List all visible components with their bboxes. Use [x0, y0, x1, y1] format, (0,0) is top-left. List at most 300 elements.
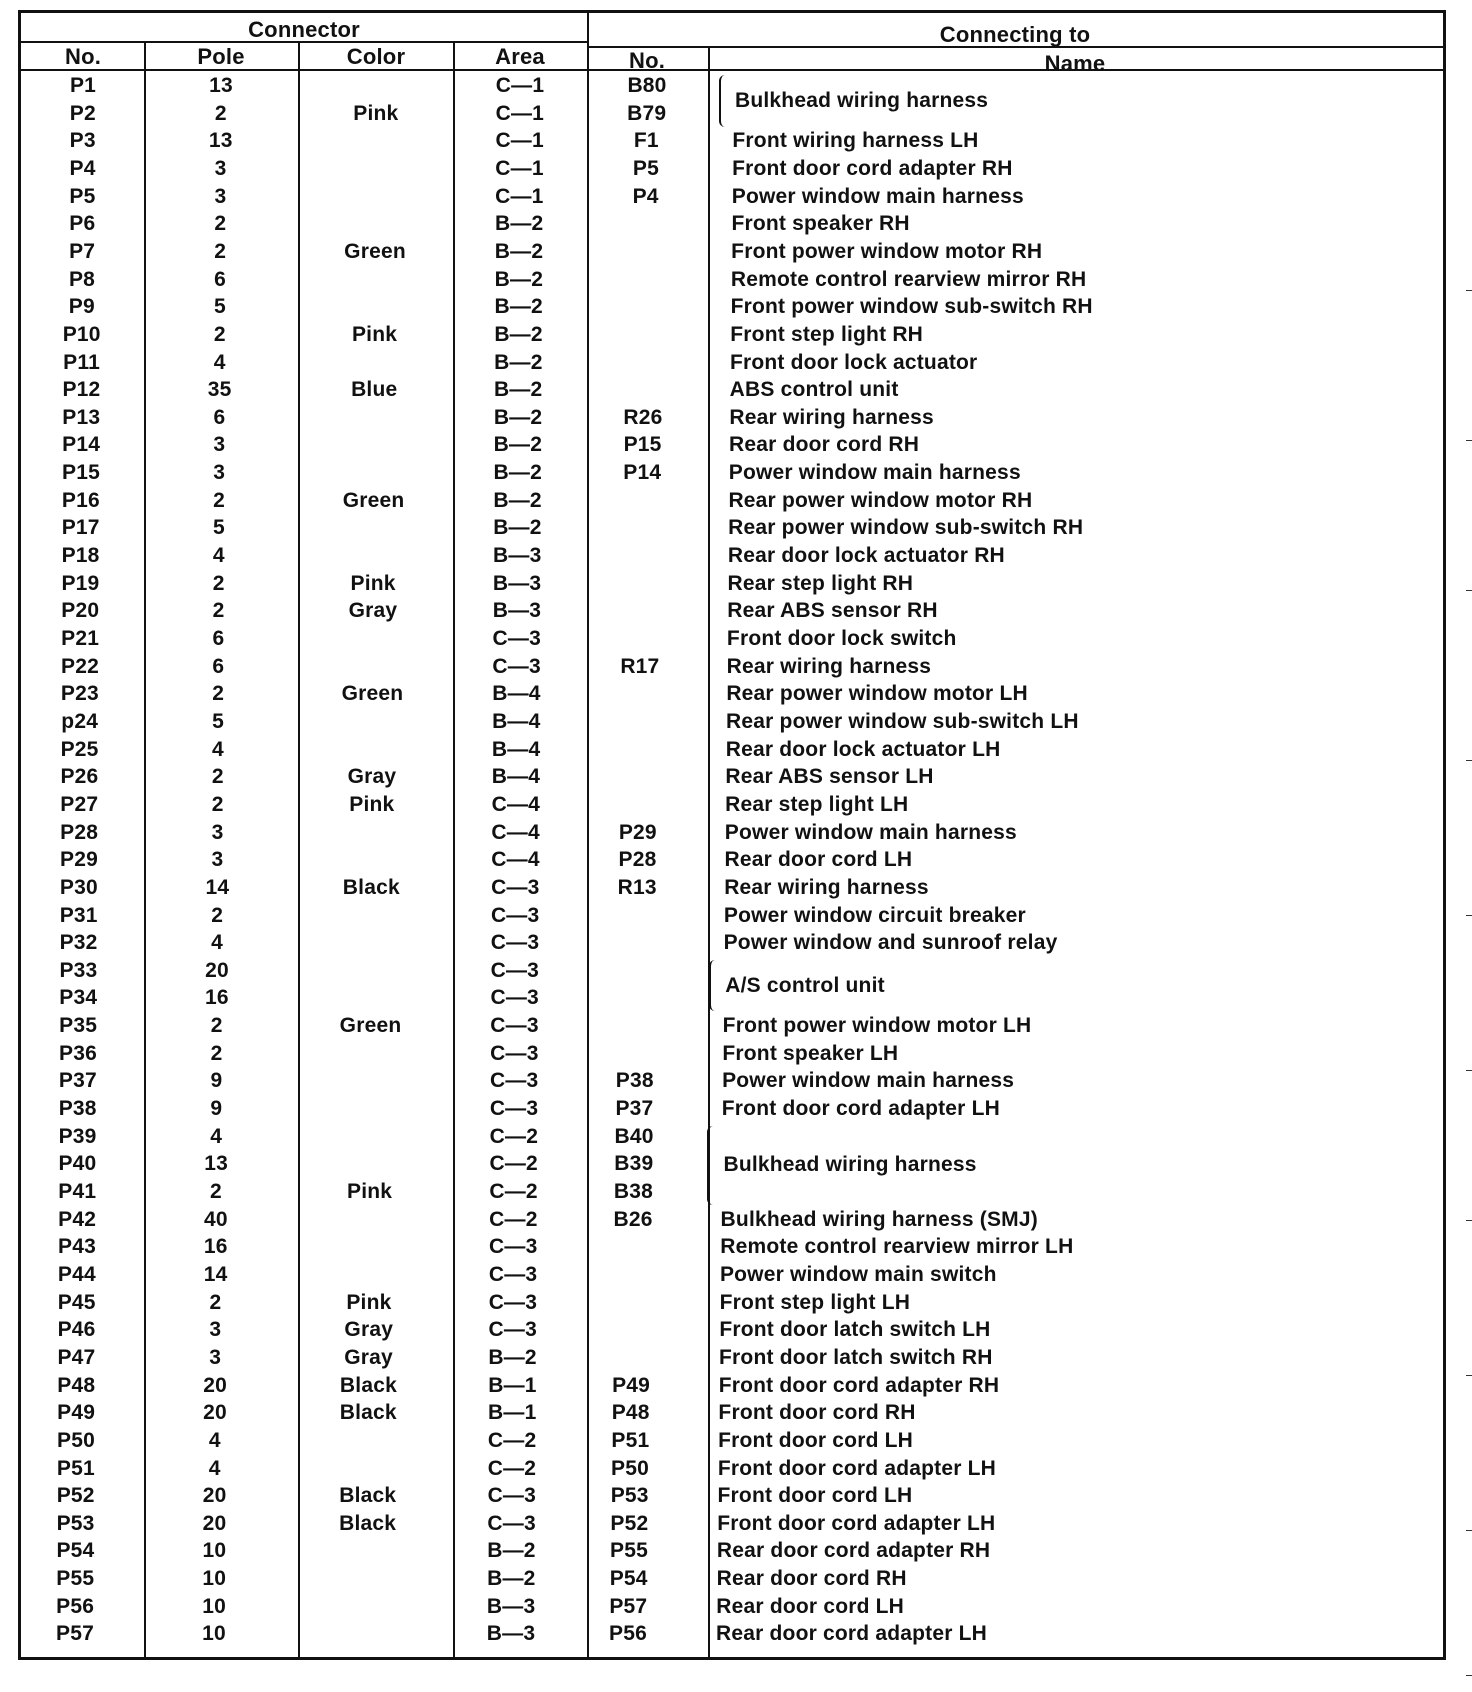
connecting-no: P38: [615, 1069, 654, 1093]
connector-no: P30: [59, 875, 98, 899]
connector-area: C—3: [490, 903, 540, 927]
connector-pole: 4: [213, 350, 226, 374]
connector-pole: 3: [209, 1318, 222, 1342]
connecting-name: Rear door cord adapter RH: [716, 1539, 991, 1563]
connector-color: Blue: [351, 378, 398, 402]
connector-pole: 16: [204, 986, 229, 1010]
connecting-no: R26: [623, 405, 663, 429]
connecting-name: Power window main harness: [731, 184, 1024, 208]
connector-no: P51: [56, 1456, 95, 1480]
connecting-name: Front door cord adapter RH: [732, 156, 1013, 180]
connector-color: Gray: [344, 1345, 393, 1369]
connector-no: P52: [56, 1484, 95, 1508]
connector-no: P50: [57, 1428, 95, 1452]
connecting-name: Rear step light RH: [727, 571, 914, 595]
connector-no: P55: [56, 1567, 95, 1591]
connector-pole: 3: [211, 820, 224, 844]
connector-area: C—3: [490, 986, 539, 1010]
connector-pole: 6: [212, 654, 225, 678]
connecting-no: P15: [623, 433, 662, 457]
connector-pole: 4: [212, 737, 224, 761]
connector-area: C—3: [491, 875, 540, 899]
connector-color: Pink: [351, 322, 398, 346]
connector-pole: 2: [211, 765, 224, 789]
connector-pole: 5: [214, 295, 226, 319]
connector-color: Pink: [346, 1290, 392, 1314]
connector-pole: 4: [212, 544, 225, 568]
connector-pole: 2: [211, 903, 224, 927]
connecting-name: Rear door cord RH: [716, 1567, 907, 1591]
connector-color: Pink: [349, 792, 395, 816]
connector-area: C—1: [495, 129, 544, 153]
connecting-name: Power window and sunroof relay: [723, 931, 1058, 955]
connecting-name: Front wiring harness LH: [732, 129, 979, 153]
edge-tick: [1466, 760, 1472, 761]
connecting-name: Rear wiring harness: [726, 654, 932, 678]
connector-pole: 3: [214, 156, 227, 180]
connector-no: P15: [62, 461, 100, 485]
connector-color: Pink: [350, 571, 396, 595]
connector-no: P45: [57, 1290, 96, 1314]
connector-pole: 5: [213, 516, 225, 540]
connector-no: P26: [60, 765, 99, 789]
connecting-name: Bulkhead wiring harness (SMJ): [720, 1207, 1038, 1231]
connector-pole: 6: [212, 627, 225, 650]
connector-color: Black: [339, 1373, 397, 1397]
connecting-no: P49: [612, 1373, 651, 1397]
connector-no: P21: [61, 627, 100, 650]
connector-area: C—1: [495, 184, 544, 208]
connector-area: C—3: [492, 627, 542, 650]
connector-pole: 3: [209, 1345, 222, 1369]
connecting-name: Front door cord adapter RH: [718, 1373, 1000, 1397]
header-color: Color: [346, 44, 406, 69]
connector-no: P36: [59, 1041, 97, 1065]
connector-area: C—3: [489, 1235, 538, 1259]
connector-pole: 13: [209, 74, 233, 97]
connecting-name: Remote control rearview mirror LH: [720, 1235, 1074, 1259]
connector-area: B—2: [494, 322, 543, 346]
connecting-name: Front door latch switch RH: [719, 1345, 993, 1369]
connecting-no: B38: [613, 1180, 653, 1203]
header-no: No.: [64, 44, 102, 69]
connector-color: Black: [339, 1401, 397, 1425]
edge-tick: [1466, 290, 1472, 291]
connector-area: B—2: [488, 1345, 537, 1369]
connector-area: B—4: [491, 737, 541, 761]
connector-pole: 2: [213, 488, 226, 512]
connector-no: P35: [59, 1014, 98, 1038]
connector-area: B—4: [492, 709, 541, 733]
edge-tick: [1466, 1530, 1472, 1531]
connector-no: P7: [69, 239, 96, 263]
header-connecting-no: No.: [628, 48, 666, 73]
edge-tick: [1466, 590, 1472, 591]
connector-area: C—4: [491, 848, 540, 872]
edge-tick: [1466, 1675, 1472, 1676]
connector-pole: 14: [205, 875, 230, 899]
connecting-no: P4: [632, 184, 659, 208]
connector-area: C—1: [495, 74, 545, 97]
connector-no: P31: [59, 903, 98, 927]
connector-no: P44: [57, 1262, 96, 1286]
connector-pole: 20: [203, 1373, 228, 1397]
connector-area: C—3: [490, 1041, 539, 1065]
connector-pole: 10: [202, 1567, 227, 1591]
connector-no: P42: [58, 1207, 97, 1231]
connector-pole: 13: [204, 1152, 229, 1176]
connector-pole: 10: [202, 1539, 227, 1563]
connector-pole: 20: [203, 1401, 227, 1425]
connecting-name: Power window main switch: [719, 1262, 997, 1286]
connector-area: B—1: [488, 1401, 537, 1425]
connector-area: C—3: [490, 1014, 539, 1038]
connector-pole: 13: [208, 129, 233, 153]
connecting-name: Rear power window motor LH: [726, 682, 1028, 706]
connecting-name: Front door cord RH: [718, 1401, 916, 1425]
connector-no: P38: [58, 1097, 97, 1121]
connector-no: P9: [68, 295, 95, 319]
connecting-name: Front step light LH: [719, 1290, 911, 1314]
connector-pole: 5: [212, 709, 225, 733]
connector-area: B—2: [493, 488, 542, 512]
header-pole: Pole: [197, 44, 245, 69]
connecting-no: R13: [617, 875, 657, 899]
connector-area: C—3: [488, 1318, 537, 1342]
connector-no: P22: [61, 654, 99, 678]
connector-pole: 2: [210, 1014, 223, 1038]
connector-no: P41: [58, 1180, 97, 1203]
connecting-name: Power window circuit breaker: [723, 903, 1026, 927]
connector-pole: 3: [213, 461, 226, 485]
connector-color: Gray: [347, 765, 397, 789]
connector-area: B—2: [493, 405, 543, 429]
connector-no: P19: [61, 571, 100, 595]
connector-table: [18, 10, 1446, 1660]
connecting-name: Front power window sub-switch RH: [730, 295, 1093, 319]
connector-pole: 2: [211, 792, 224, 816]
header-divider-bottom: [21, 69, 1443, 71]
connecting-no: B80: [627, 74, 667, 97]
group-brace: [707, 1126, 715, 1205]
connector-no: P8: [68, 267, 96, 291]
connector-pole: 2: [213, 322, 226, 346]
connector-no: P57: [56, 1622, 94, 1646]
connecting-no: P28: [618, 848, 657, 872]
connecting-name: Front power window motor LH: [722, 1014, 1032, 1038]
connecting-name: ABS control unit: [729, 378, 899, 402]
connector-area: C—1: [495, 101, 545, 125]
connector-no: P20: [61, 599, 100, 623]
connector-area: C—4: [491, 820, 540, 844]
connector-no: P18: [61, 544, 100, 568]
connector-pole: 2: [214, 101, 227, 125]
connecting-name: Front speaker LH: [722, 1041, 899, 1065]
connector-color: Gray: [348, 599, 398, 623]
connector-area: B—1: [488, 1373, 537, 1397]
connector-pole: 20: [202, 1511, 227, 1535]
connector-no: P16: [61, 488, 100, 512]
col-divider-pole: [298, 41, 300, 1657]
connecting-name: Rear power window sub-switch LH: [726, 709, 1079, 733]
connector-area: B—2: [493, 461, 542, 485]
connector-area: C—2: [487, 1456, 537, 1480]
connector-no: P49: [57, 1401, 96, 1425]
connecting-no: P50: [611, 1456, 650, 1480]
connector-area: C—3: [488, 1262, 538, 1286]
connecting-name: Rear door cord LH: [716, 1594, 905, 1618]
connector-pole: 20: [202, 1484, 227, 1508]
connecting-name: Front door cord adapter LH: [717, 1456, 997, 1480]
connecting-name: Rear door cord LH: [724, 848, 913, 872]
header-area: Area: [495, 44, 545, 69]
connector-area: B—3: [493, 544, 542, 568]
connector-pole: 14: [203, 1262, 228, 1286]
connector-pole: 2: [212, 571, 225, 595]
connector-area: B—3: [492, 599, 542, 623]
col-divider-group: [587, 13, 589, 1657]
connecting-name: Rear ABS sensor RH: [727, 599, 938, 623]
connector-color: Green: [341, 682, 404, 706]
connecting-no: P37: [615, 1097, 654, 1121]
connecting-no: P56: [609, 1622, 647, 1646]
connecting-name: Front door lock switch: [726, 627, 957, 650]
connector-color: Green: [344, 239, 406, 263]
connecting-name: Rear power window motor RH: [728, 488, 1033, 512]
connector-pole: 4: [210, 1124, 223, 1148]
connector-area: B—2: [494, 212, 544, 236]
connector-pole: 9: [210, 1097, 223, 1121]
connector-no: P34: [59, 986, 98, 1010]
connecting-no: B39: [614, 1152, 654, 1176]
connector-area: B—2: [487, 1539, 536, 1563]
col-divider-conn-no: [708, 46, 710, 1657]
connector-pole: 2: [210, 1041, 223, 1065]
connector-no: P17: [61, 516, 100, 540]
connector-area: C—3: [488, 1290, 538, 1314]
connector-no: P14: [62, 433, 101, 457]
connector-no: P25: [60, 737, 99, 761]
connector-no: P29: [60, 848, 98, 872]
connector-pole: 2: [212, 599, 225, 623]
connector-area: C—2: [489, 1152, 538, 1176]
edge-tick: [1466, 1070, 1472, 1071]
connector-area: C—2: [489, 1180, 538, 1203]
connector-pole: 6: [214, 267, 227, 291]
connecting-name: Front door lock actuator: [729, 350, 978, 374]
connector-area: C—3: [487, 1484, 537, 1508]
connecting-name: Front power window motor RH: [731, 239, 1043, 263]
col-divider-no: [144, 41, 146, 1657]
connector-pole: 3: [211, 848, 224, 872]
connector-color: Black: [339, 1484, 397, 1508]
connector-no: P33: [59, 958, 98, 982]
connector-color: Black: [342, 875, 400, 899]
connector-pole: 10: [202, 1622, 226, 1646]
connector-area: B—3: [492, 571, 542, 595]
connecting-no: B26: [613, 1207, 653, 1231]
connecting-no: P54: [609, 1567, 648, 1591]
connecting-name: Rear door cord RH: [729, 433, 920, 457]
connector-color: Green: [342, 488, 405, 512]
connector-area: C—3: [490, 958, 540, 982]
connecting-name: Rear power window sub-switch RH: [728, 516, 1084, 540]
connector-no: P32: [59, 931, 98, 955]
connecting-no: P29: [618, 820, 657, 844]
connector-pole: 16: [203, 1235, 228, 1259]
connecting-no: P52: [610, 1511, 649, 1535]
connector-area: C—2: [489, 1124, 539, 1148]
connecting-name: Front door cord adapter LH: [721, 1097, 1000, 1121]
connector-color: Pink: [353, 101, 399, 125]
connector-pole: 3: [214, 184, 227, 208]
connecting-no: P51: [611, 1428, 650, 1452]
edge-tick: [1466, 1220, 1472, 1221]
connecting-name: Remote control rearview mirror RH: [730, 267, 1087, 291]
connector-no: P11: [63, 350, 100, 374]
header-connector: Connector: [248, 17, 360, 42]
connector-no: P12: [62, 378, 101, 402]
connector-area: C—3: [487, 1511, 536, 1535]
connecting-name: Front door cord adapter LH: [717, 1511, 996, 1535]
connector-no: P40: [58, 1152, 97, 1176]
connecting-no: P14: [623, 461, 662, 485]
header-name: Name: [1044, 51, 1106, 76]
connecting-no: R17: [620, 654, 660, 678]
connecting-no: B40: [614, 1124, 654, 1148]
connector-pole: 4: [211, 931, 224, 955]
connecting-name: Rear step light LH: [725, 792, 909, 816]
group-brace: [719, 75, 727, 127]
connector-area: B—2: [494, 350, 543, 374]
header-connecting-to: Connecting to: [939, 22, 1091, 47]
connecting-name: Rear door lock actuator LH: [725, 737, 1001, 761]
connector-area: C—2: [489, 1207, 538, 1231]
connector-no: P28: [60, 820, 99, 844]
connector-no: P13: [62, 405, 101, 429]
connecting-no: P55: [610, 1539, 648, 1563]
connecting-name: Power window main harness: [722, 1069, 1015, 1093]
connecting-name: Front door cord LH: [718, 1428, 914, 1452]
connector-area: C—3: [489, 1069, 539, 1093]
connector-color: Gray: [344, 1318, 394, 1342]
group-name: A/S control unit: [725, 973, 885, 997]
edge-tick: [1466, 1375, 1472, 1376]
connecting-no: P53: [610, 1484, 649, 1508]
connector-pole: 2: [212, 682, 225, 706]
connecting-name: Rear ABS sensor LH: [725, 765, 934, 789]
group-brace: [709, 960, 717, 1012]
connector-pole: 6: [213, 405, 226, 429]
connector-area: B—3: [486, 1622, 536, 1646]
connector-no: P48: [57, 1373, 96, 1397]
connector-color: Pink: [346, 1180, 393, 1203]
connector-no: p24: [61, 709, 99, 733]
connector-no: P10: [62, 322, 101, 346]
connector-color: Black: [339, 1511, 397, 1535]
connector-no: P46: [57, 1318, 96, 1342]
connector-pole: 40: [203, 1207, 228, 1231]
connector-pole: 4: [208, 1428, 221, 1452]
connector-area: B—2: [487, 1567, 536, 1591]
connector-no: P5: [69, 184, 96, 208]
connector-area: B—2: [494, 267, 544, 291]
connector-no: P47: [57, 1345, 96, 1369]
connector-area: B—2: [493, 516, 542, 540]
connecting-no: P48: [611, 1401, 650, 1425]
connector-no: P4: [69, 156, 96, 180]
connector-pole: 35: [207, 378, 232, 402]
connecting-no: F1: [633, 129, 659, 153]
col-divider-color: [453, 41, 455, 1657]
connector-no: P6: [69, 212, 96, 236]
connector-pole: 2: [210, 1180, 222, 1203]
connector-pole: 2: [209, 1290, 222, 1314]
connector-pole: 20: [205, 958, 229, 982]
connecting-no: P57: [609, 1594, 648, 1618]
connector-pole: 10: [202, 1594, 227, 1618]
connector-area: C—2: [487, 1428, 537, 1452]
connector-area: B—3: [486, 1594, 536, 1618]
connector-area: B—4: [491, 765, 541, 789]
connector-no: P54: [56, 1539, 95, 1563]
connecting-name: Rear door lock actuator RH: [727, 544, 1005, 568]
connector-no: P39: [58, 1124, 97, 1148]
connecting-no: P5: [632, 156, 660, 180]
connecting-name: Rear door cord adapter LH: [716, 1622, 988, 1646]
connector-area: B—2: [494, 295, 543, 319]
connector-area: B—4: [492, 682, 541, 706]
connector-area: B—2: [494, 239, 544, 263]
edge-tick: [1466, 440, 1472, 441]
connecting-name: Rear wiring harness: [724, 875, 929, 899]
connector-pole: 9: [210, 1069, 223, 1093]
connecting-no: B79: [627, 101, 667, 125]
connector-pole: 4: [208, 1456, 221, 1480]
connecting-name: Rear wiring harness: [729, 405, 934, 429]
connector-no: P37: [58, 1069, 97, 1093]
connector-area: C—3: [492, 654, 541, 678]
connector-no: P1: [69, 74, 97, 97]
connector-color: Green: [339, 1014, 402, 1038]
connector-no: P56: [56, 1594, 95, 1618]
group-name: Bulkhead wiring harness: [735, 88, 989, 112]
connector-area: C—4: [491, 792, 541, 816]
group-name: Bulkhead wiring harness: [723, 1153, 977, 1177]
connecting-name: Power window main harness: [724, 820, 1017, 844]
connector-no: P53: [56, 1511, 95, 1535]
connecting-name: Front door latch switch LH: [719, 1318, 991, 1342]
connecting-name: Power window main harness: [728, 461, 1021, 485]
connector-no: P23: [60, 682, 99, 706]
connecting-name: Front speaker RH: [731, 212, 910, 236]
connector-area: C—3: [489, 1097, 539, 1121]
connector-no: P43: [58, 1235, 96, 1259]
connecting-name: Front door cord LH: [717, 1484, 913, 1508]
connector-pole: 2: [214, 239, 227, 263]
connector-area: C—1: [495, 156, 544, 180]
connecting-name: Front step light RH: [730, 322, 924, 346]
connector-no: P2: [69, 101, 96, 125]
connector-area: C—3: [490, 931, 540, 955]
connector-no: P3: [69, 129, 96, 153]
connector-no: P27: [60, 792, 99, 816]
connector-pole: 3: [213, 433, 226, 457]
edge-tick: [1466, 915, 1472, 916]
connector-pole: 2: [214, 212, 227, 236]
connector-area: B—2: [493, 378, 543, 402]
connector-area: B—2: [493, 433, 543, 457]
